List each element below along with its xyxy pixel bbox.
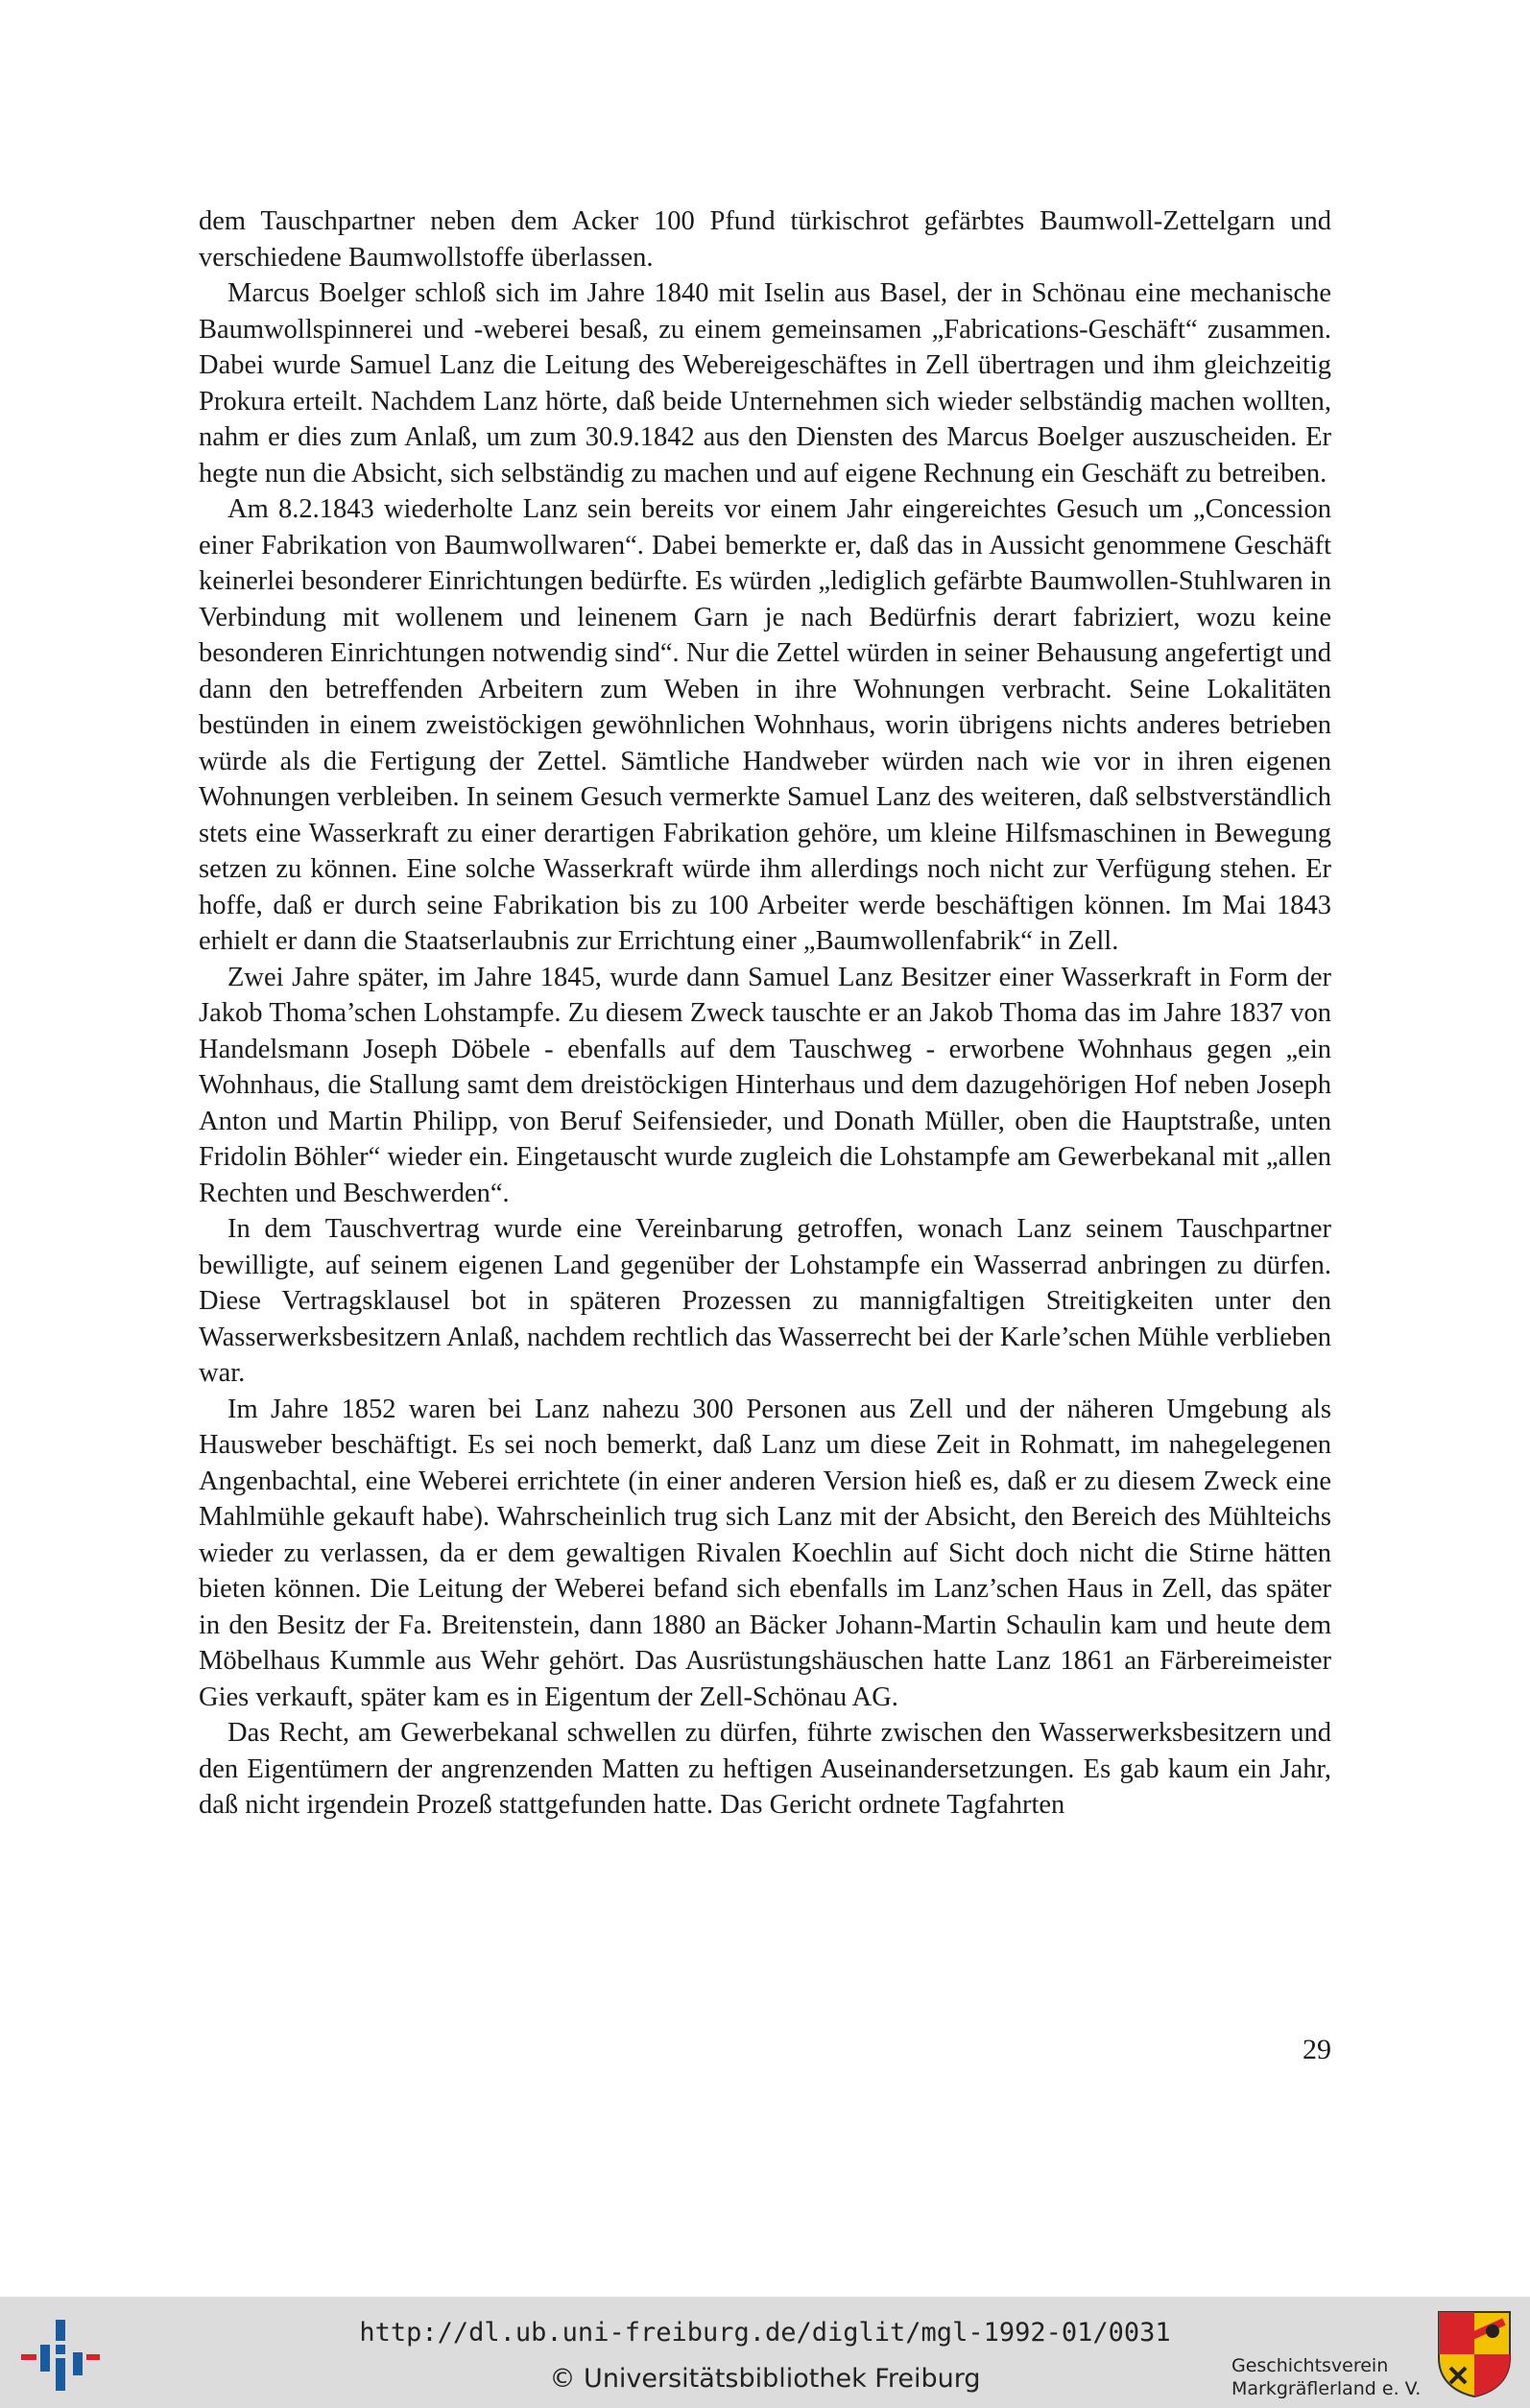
paragraph-2: Marcus Boelger schloß sich im Jahre 1840 mit Iselin aus Basel, der in Schönau eine mechanische Baumwollspinnerei und -weberei besaß, zu einem gemeinsamen „Fabrications-Geschäft“ zusammen. Dabei wurde Samuel Lanz die Leitung des Webereigeschäftes in Zell übertragen und ihm gleichzeitig Prokura erteilt. Nachdem Lanz hörte, daß beide Unternehmen sich wieder selbständig machen wollten, nahm er dies zum Anlaß, um zum 30.9.1842 aus den Diensten des Marcus Boelger auszuscheiden. Er hegte nun die Absicht, sich selbständig zu machen und auf eigene Rechnung ein Geschäft zu betreiben. <box>199 278 1331 489</box>
society-name <box>1231 2354 1421 2400</box>
paragraph-6: Im Jahre 1852 waren bei Lanz nahezu 300 Personen aus Zell und der näheren Umgebung als Hausweber beschäftigt. Es sei noch bemerkt, daß Lanz um diese Zeit in Rohmatt, im nahegelegenen Angenbachtal, eine Weberei errichtete (in einer anderen Version hieß es, daß er zu diesem Zweck eine Mahlmühle gekauft habe). Wahrscheinlich trug sich Lanz mit der Absicht, den Bereich des Mühlteichs wieder zu verlassen, da er dem gewaltigen Rivalen Koechlin auf Sicht doch nicht die Stirne hätten bieten können. Die Leitung der Weberei befand sich ebenfalls im Lanz’schen Haus in Zell, das später in den Besitz der Fa. Breitenstein, dann 1880 an Bäcker Johann-Martin Schaulin kam und heute dem Möbelhaus Kummle aus Wehr gehört. Das Ausrüstungshäuschen hatte Lanz 1861 an Färbereimeister Gies verkauft, später kam es in Eigentum der Zell-Schönau AG. <box>199 1394 1331 1712</box>
footer-bar <box>0 2297 1530 2408</box>
copyright-text: © Universitätsbibliothek Freiburg <box>549 2364 981 2394</box>
paragraph-3: Am 8.2.1843 wiederholte Lanz sein bereits vor einem Jahr eingereichtes Gesuch um „Concession einer Fabrikation von Baumwollwaren“. Dabei bemerkte er, daß das in Aussicht genommene Geschäft keinerlei besonderer Einrichtungen bedürfte. Es würden „lediglich gefärbte Baumwollen-Stuhlwaren in Verbindung mit wollenem und leinenem Garn je nach Bedürfnis derart fabriziert, wozu keine besonderen Einrichtungen notwendig sind“. Nur die Zettel würden in seiner Behausung angefertigt und dann den betreffenden Arbeitern zum Weben in ihre Wohnungen verbracht. Seine Lokalitäten bestünden in einem zweistöckigen gewöhnlichen Wohnhaus, worin übrigens nichts anderes betrieben würde als die Fertigung der Zettel. Sämtliche Handweber würden nach wie vor in ihren eigenen Wohnungen verbleiben. In seinem Gesuch vermerkte Samuel Lanz des weiteren, daß selbstverständlich stets eine Wasserkraft zu einer derartigen Fabrikation gehöre, um kleine Hilfsmaschinen in Bewegung setzen zu können. Eine solche Wasserkraft würde ihm allerdings noch nicht zur Verfügung stehen. Er hoffe, daß er durch seine Fabrikation bis zu 100 Arbeiter werde beschäftigen können. Im Mai 1843 erhielt er dann die Staatserlaubnis zur Errichtung einer „Baumwollenfabrik“ in Zell. <box>199 494 1331 956</box>
paragraph-5: In dem Tauschvertrag wurde eine Vereinbarung getroffen, wonach Lanz seinem Tauschpartner bewilligte, auf seinem eigenen Land gegenüber der Lohstampfe ein Wasserrad anbringen zu dürfen. Diese Vertragsklausel bot in späteren Prozessen zu mannigfaltigen Streitigkeiten unter den Wasserwerksbesitzern Anlaß, nachdem rechtlich das Wasserrecht bei der Karle’schen Mühle verblieben war. <box>199 1214 1331 1388</box>
society-line-1: Geschichtsverein <box>1231 2355 1389 2376</box>
paragraph-7: Das Recht, am Gewerbekanal schwellen zu dürfen, führte zwischen den Wasserwerksbesitzern und den Eigentümern der angrenzenden Matten zu heftigen Auseinandersetzungen. Es gab kaum ein Jahr, daß nicht irgendein Prozeß stattgefunden hatte. Das Gericht ordnete Tagfahrten <box>199 1718 1331 1820</box>
body-text <box>199 203 1331 1824</box>
paragraph-1: dem Tauschpartner neben dem Acker 100 Pfund türkischrot gefärbtes Baumwoll-Zettelgarn und verschiedene Baumwollstoffe überlassen. <box>199 206 1331 273</box>
society-line-2: Markgräflerland e. V. <box>1231 2378 1422 2399</box>
coat-of-arms-icon <box>1437 2310 1512 2398</box>
source-url-link[interactable]: http://dl.ub.uni-freiburg.de/diglit/mgl-1992-01/0031 <box>359 2318 1171 2348</box>
paragraph-4: Zwei Jahre später, im Jahre 1845, wurde dann Samuel Lanz Besitzer einer Wasserkraft in Form der Jakob Thoma’schen Lohstampfe. Zu diesem Zweck tauschte er an Jakob Thoma das im Jahre 1837 von Handelsmann Joseph Döbele - ebenfalls auf dem Tauschweg - erworbene Wohnhaus gegen „ein Wohnhaus, die Stallung samt dem dreistöckigen Hinterhaus und dem dazugehörigen Hof neben Joseph Anton und Martin Philipp, von Beruf Seifensieder, und Donath Müller, oben die Hauptstraße, unten Fridolin Böhler“ wieder ein. Eingetauscht wurde zugleich die Lohstampfe am Gewerbekanal mit „allen Rechten und Beschwerden“. <box>199 962 1331 1208</box>
page-number: 29 <box>1303 2034 1331 2065</box>
